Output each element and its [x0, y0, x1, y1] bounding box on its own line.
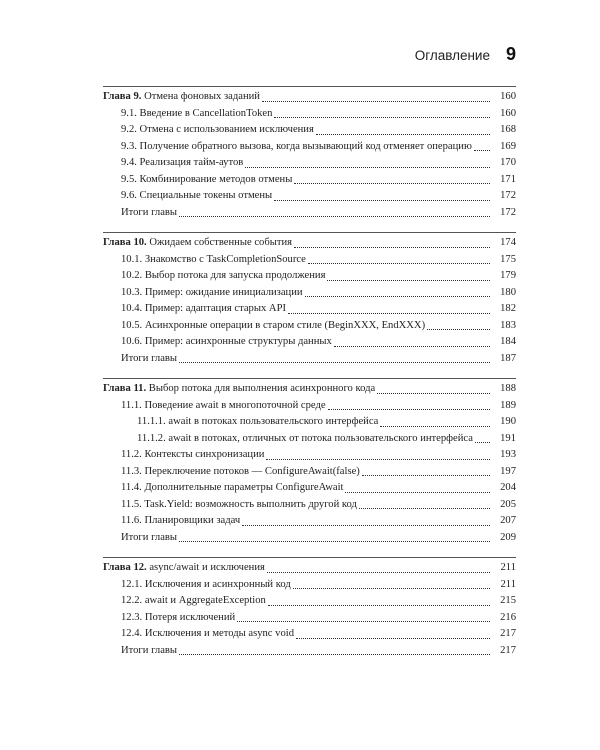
toc-entry-number: 12.2. — [121, 595, 143, 606]
toc-entry — [103, 106, 516, 123]
toc-page-number: 191 — [500, 432, 516, 444]
toc-entry — [103, 334, 516, 351]
toc-entry-text: Планировщики задач — [144, 515, 241, 526]
toc-page-number: 211 — [500, 562, 516, 573]
toc-entry-text: Реализация тайм-аутов — [139, 157, 244, 168]
toc-entry-text: Пример: ожидание инициализации — [144, 286, 303, 298]
dot-leader — [288, 313, 490, 314]
toc-entry-text: Исключения и методы async void — [144, 628, 294, 639]
dot-leader — [308, 263, 490, 264]
dot-leader — [179, 654, 490, 655]
toc-entry-title — [121, 643, 177, 660]
toc-page-number: 211 — [500, 578, 516, 590]
toc-chapter — [103, 557, 516, 659]
toc-entry — [103, 155, 516, 172]
toc-entry — [103, 172, 516, 189]
toc-page-number: 160 — [500, 107, 516, 119]
dot-leader — [179, 216, 490, 217]
toc-entry-text: Контексты синхронизации — [144, 449, 265, 460]
dot-leader — [266, 459, 490, 460]
chapter-title: Выбор потока для выполнения асинхронного кода — [148, 383, 376, 394]
toc-entry-title — [121, 626, 294, 643]
toc-page-number: 180 — [500, 286, 516, 298]
toc-entry-number: 10.3. — [121, 286, 143, 298]
toc-entry-title — [121, 268, 325, 285]
toc-entry-number: 11.5. — [121, 498, 142, 510]
toc-entry-title — [121, 610, 235, 627]
toc-entry-text: Специальные токены отмены — [139, 190, 273, 201]
toc-entry-title — [121, 577, 291, 594]
toc-entry-number: 9.1. — [121, 107, 137, 119]
toc-page-number: 182 — [500, 303, 516, 314]
toc-entry-title — [121, 188, 272, 205]
toc-entry — [103, 252, 516, 269]
dot-leader — [179, 362, 490, 363]
toc-chapter — [103, 232, 516, 367]
toc-entry-number: 10.1. — [121, 253, 143, 265]
toc-entry-text: Task.Yield: возможность выполнить другой код — [144, 498, 357, 510]
toc-page-number: 217 — [500, 628, 516, 639]
toc-entry — [103, 577, 516, 594]
toc-page-number: 169 — [500, 140, 516, 152]
toc-entry-number: 11.1.2. — [137, 432, 166, 444]
toc-entry-title — [121, 252, 306, 269]
toc-entry — [103, 122, 516, 139]
toc-entry — [103, 610, 516, 627]
toc-entry-title — [121, 513, 240, 530]
page-number: 9 — [505, 44, 516, 64]
toc-entry — [103, 447, 516, 464]
toc-entry — [103, 268, 516, 285]
toc-entry — [103, 205, 516, 222]
dot-leader — [179, 541, 490, 542]
toc-entry — [103, 285, 516, 302]
toc-chapter-heading — [103, 381, 516, 398]
toc-entry-title — [121, 106, 272, 123]
toc-entry-number: 11.3. — [121, 465, 142, 477]
toc-page-number: 170 — [500, 157, 516, 168]
toc-entry-text: await в потоках, отличных от потока пользовательского интерфейса — [168, 432, 473, 444]
toc-entry-text: Выбор потока для запуска продолжения — [144, 270, 326, 281]
toc-entry-text: Асинхронные операции в старом стиле (BeginXXX, EndXXX) — [144, 319, 426, 331]
toc-entry-text: Знакомство с TaskCompletionSource — [144, 253, 306, 265]
toc-entry-title — [121, 285, 303, 302]
toc-page-number: 172 — [500, 190, 516, 201]
dot-leader — [328, 409, 490, 410]
toc-entry-title — [121, 122, 314, 139]
dot-leader — [274, 200, 490, 201]
dot-leader — [294, 183, 490, 184]
toc-entry-title — [103, 89, 260, 106]
toc-entry-number: 9.5. — [121, 173, 137, 185]
toc-entry-title — [121, 497, 357, 514]
toc-entry-number: 10.6. — [121, 336, 143, 347]
toc-entry-text: Переключение потоков — ConfigureAwait(false) — [144, 465, 360, 477]
dot-leader — [293, 588, 490, 589]
toc-entry-number: 12.1. — [121, 578, 143, 590]
chapter-title: Отмена фоновых заданий — [144, 91, 260, 102]
dot-leader — [296, 638, 490, 639]
toc-entry-text: Потеря исключений — [144, 611, 236, 623]
chapter-title: Ожидаем собственные события — [149, 237, 292, 248]
dot-leader — [242, 525, 490, 526]
toc-entry — [103, 398, 516, 415]
toc-entry-title — [121, 351, 177, 368]
toc-chapter-heading — [103, 560, 516, 577]
toc-entry — [103, 431, 516, 448]
toc-page-number: 189 — [500, 399, 516, 411]
dot-leader — [345, 492, 490, 493]
toc-page-number: 184 — [500, 336, 516, 347]
running-head-title: Оглавление — [414, 48, 490, 63]
toc-chapter — [103, 86, 516, 221]
toc-page-number: 215 — [500, 595, 516, 606]
toc-entry-number: 9.4. — [121, 157, 137, 168]
toc-entry — [103, 497, 516, 514]
toc-entry-title — [137, 414, 378, 431]
dot-leader — [305, 296, 490, 297]
toc-entry-title — [121, 530, 177, 547]
toc-entry-title — [103, 381, 375, 398]
toc-entry-title — [121, 301, 286, 318]
toc-page-number: 175 — [500, 253, 516, 265]
toc-entry — [103, 530, 516, 547]
chapter-title: async/await и исключения — [149, 562, 265, 573]
toc-entry-title — [121, 464, 360, 481]
toc-entry-number: 9.3. — [121, 140, 137, 152]
table-of-contents — [103, 86, 516, 670]
dot-leader — [362, 475, 490, 476]
dot-leader — [380, 426, 490, 427]
toc-entry — [103, 318, 516, 335]
toc-entry-text: Пример: адаптация старых API — [144, 303, 286, 314]
toc-entry-title — [121, 398, 326, 415]
toc-page-number: 193 — [500, 449, 516, 460]
toc-page-number: 168 — [500, 124, 516, 135]
toc-entry-number: 10.4. — [121, 303, 143, 314]
dot-leader — [327, 280, 490, 281]
toc-entry-title — [103, 560, 265, 577]
toc-entry-text: Поведение await в многопоточной среде — [144, 399, 326, 411]
toc-page-number: 183 — [500, 319, 516, 331]
toc-entry-text: Отмена с использованием исключения — [139, 124, 314, 135]
toc-entry-title — [121, 480, 343, 497]
toc-page-number: 171 — [500, 173, 516, 185]
dot-leader — [267, 572, 490, 573]
toc-page-number: 179 — [500, 270, 516, 281]
dot-leader — [427, 329, 490, 330]
toc-entry-text: Введение в CancellationToken — [139, 107, 273, 119]
toc-entry-text: Исключения и асинхронный код — [144, 578, 291, 590]
toc-entry-text: Итоги главы — [121, 531, 178, 543]
dot-leader — [359, 508, 490, 509]
toc-entry-text: Итоги главы — [121, 644, 178, 656]
dot-leader — [475, 442, 490, 443]
running-head — [415, 44, 516, 65]
toc-entry-number: 11.4. — [121, 482, 142, 493]
chapter-label: Глава 12. — [103, 562, 147, 573]
toc-entry-number: 12.3. — [121, 611, 143, 623]
toc-page-number: 190 — [500, 416, 516, 427]
dot-leader — [262, 101, 490, 102]
toc-entry-number: 11.2. — [121, 449, 142, 460]
dot-leader — [245, 167, 490, 168]
toc-entry-title — [121, 334, 332, 351]
toc-entry — [103, 480, 516, 497]
toc-page-number: 217 — [500, 644, 516, 656]
dot-leader — [294, 247, 490, 248]
toc-page-number: 216 — [500, 611, 516, 623]
toc-entry — [103, 643, 516, 660]
dot-leader — [474, 150, 490, 151]
toc-entry-number: 11.6. — [121, 515, 142, 526]
toc-entry-title — [121, 155, 243, 172]
toc-entry — [103, 351, 516, 368]
dot-leader — [377, 393, 490, 394]
toc-entry-title — [121, 139, 472, 156]
toc-entry-number: 11.1. — [121, 399, 142, 411]
toc-entry-number: 12.4. — [121, 628, 143, 639]
toc-entry-text: Получение обратного вызова, когда вызывающий код отменяет операцию — [139, 140, 472, 152]
dot-leader — [316, 134, 490, 135]
toc-entry-title — [137, 431, 473, 448]
toc-entry — [103, 301, 516, 318]
toc-entry-number: 11.1.1. — [137, 416, 166, 427]
toc-entry — [103, 188, 516, 205]
toc-entry-number: 10.5. — [121, 319, 143, 331]
toc-entry-number: 10.2. — [121, 270, 143, 281]
toc-chapter-heading — [103, 89, 516, 106]
toc-entry-title — [121, 318, 425, 335]
toc-page-number: 204 — [500, 482, 516, 493]
toc-entry-title — [103, 235, 292, 252]
toc-entry — [103, 464, 516, 481]
toc-entry-title — [121, 205, 177, 222]
toc-page-number: 174 — [500, 237, 516, 248]
toc-entry — [103, 513, 516, 530]
toc-entry-text: Комбинирование методов отмены — [139, 173, 293, 185]
toc-entry-title — [121, 593, 266, 610]
toc-entry-title — [121, 447, 264, 464]
toc-page-number: 188 — [500, 383, 516, 394]
toc-page-number: 172 — [500, 206, 516, 218]
toc-page-number: 160 — [500, 91, 516, 102]
toc-entry — [103, 626, 516, 643]
dot-leader — [274, 117, 490, 118]
toc-entry — [103, 414, 516, 431]
chapter-label: Глава 9. — [103, 91, 142, 102]
toc-chapter — [103, 378, 516, 546]
toc-entry-title — [121, 172, 292, 189]
toc-entry-number: 9.6. — [121, 190, 137, 201]
toc-entry-text: Итоги главы — [121, 352, 178, 364]
toc-entry-text: await и AggregateException — [144, 595, 266, 606]
toc-entry — [103, 139, 516, 156]
toc-entry — [103, 593, 516, 610]
toc-entry-text: Дополнительные параметры ConfigureAwait — [144, 482, 344, 493]
dot-leader — [237, 621, 490, 622]
toc-entry-number: 9.2. — [121, 124, 137, 135]
toc-page-number: 187 — [500, 352, 516, 364]
chapter-label: Глава 10. — [103, 237, 147, 248]
toc-entry-text: await в потоках пользовательского интерфейса — [168, 416, 379, 427]
toc-page-number: 205 — [500, 498, 516, 510]
toc-page-number: 209 — [500, 531, 516, 543]
dot-leader — [268, 605, 490, 606]
toc-page-number: 207 — [500, 515, 516, 526]
chapter-label: Глава 11. — [103, 383, 147, 394]
toc-chapter-heading — [103, 235, 516, 252]
toc-page-number: 197 — [500, 465, 516, 477]
dot-leader — [334, 346, 490, 347]
toc-entry-text: Пример: асинхронные структуры данных — [144, 336, 332, 347]
toc-entry-text: Итоги главы — [121, 206, 178, 218]
